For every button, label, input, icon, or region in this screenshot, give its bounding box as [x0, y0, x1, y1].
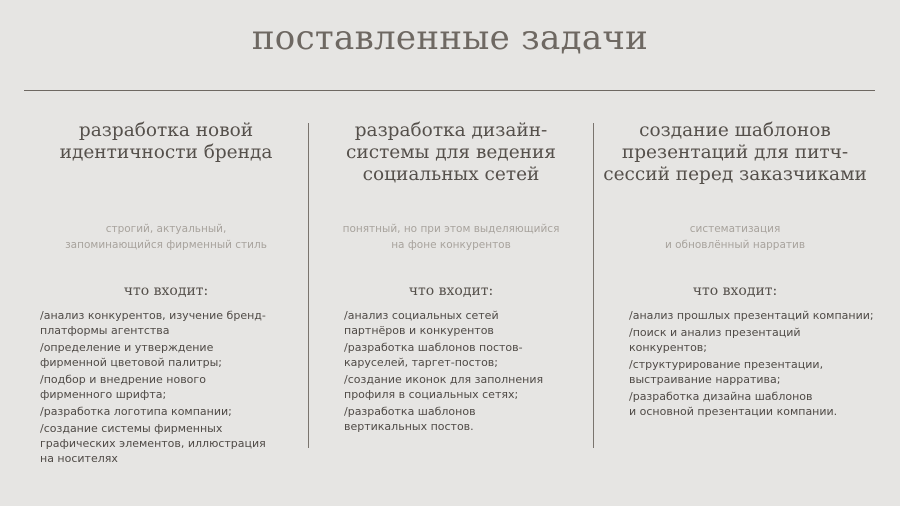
- task-item-line: /анализ прошлых презентаций компании;: [629, 309, 874, 322]
- task-item-line: /разработка шаблонов: [344, 405, 476, 418]
- task-item-line: вертикальных постов.: [344, 420, 474, 433]
- task-item-line: профиля в социальных сетях;: [344, 388, 519, 401]
- task-item: [40, 308, 266, 338]
- column-heading-line: создание шаблонов: [639, 120, 831, 141]
- task-item-line: партнёров и конкурентов: [344, 324, 494, 337]
- task-item-line: графических элементов, иллюстрация: [40, 437, 266, 450]
- task-list: [40, 308, 266, 468]
- column-description-line: на фоне конкурентов: [391, 239, 511, 251]
- column-subheading: что входит:: [123, 283, 209, 299]
- column-heading: [309, 120, 593, 186]
- task-item: [629, 325, 874, 355]
- column-heading-line: социальных сетей: [362, 164, 540, 185]
- task-list: [629, 308, 874, 421]
- column-description-line: строгий, актуальный,: [105, 223, 227, 235]
- task-item-line: на носителях: [40, 452, 118, 465]
- task-item-line: конкурентов;: [629, 341, 707, 354]
- task-item-line: /подбор и внедрение нового: [40, 373, 206, 386]
- task-item: [40, 372, 266, 402]
- task-item-line: /создание системы фирменных: [40, 422, 223, 435]
- column-heading-line: идентичности бренда: [59, 142, 273, 163]
- task-item-line: /поиск и анализ презентаций: [629, 326, 801, 339]
- column-subheading: что входит:: [692, 283, 778, 299]
- column-subheading: что входит:: [408, 283, 494, 299]
- column-heading: [24, 120, 308, 164]
- column-heading-line: разработка новой: [78, 120, 254, 141]
- task-item: [629, 357, 874, 387]
- task-item: [40, 421, 266, 466]
- task-item-line: /разработка дизайна шаблонов: [629, 390, 813, 403]
- task-item: [344, 340, 543, 370]
- task-item-line: /структурирование презентации,: [629, 358, 824, 371]
- task-item-line: /создание иконок для заполнения: [344, 373, 544, 386]
- task-item-line: фирменной цветовой палитры;: [40, 356, 222, 369]
- column-description-line: систематизация: [689, 223, 781, 235]
- task-item: [629, 389, 874, 419]
- column-heading: [594, 120, 876, 186]
- column-heading-line: разработка дизайн-: [354, 120, 548, 141]
- column-heading-line: сессий перед заказчиками: [603, 164, 867, 185]
- column-description-line: запоминающийся фирменный стиль: [65, 239, 267, 251]
- task-item: [629, 308, 874, 323]
- column-description: [594, 221, 876, 253]
- task-item: [344, 404, 543, 434]
- task-item-line: /определение и утверждение: [40, 341, 214, 354]
- task-item-line: /разработка логотипа компании;: [40, 405, 232, 418]
- task-item-line: фирменного шрифта;: [40, 388, 167, 401]
- column-heading-line: системы для ведения: [346, 142, 556, 163]
- task-item: [40, 404, 266, 419]
- column-heading-line: презентаций для питч-: [621, 142, 849, 163]
- task-item-line: выстраивание нарратива;: [629, 373, 781, 386]
- task-item-line: /анализ социальных сетей: [344, 309, 499, 322]
- task-item-line: и основной презентации компании.: [629, 405, 838, 418]
- column-description-line: и обновлённый нарратив: [664, 239, 806, 251]
- task-item-line: /разработка шаблонов постов-: [344, 341, 523, 354]
- task-item-line: платформы агентства: [40, 324, 170, 337]
- page-title: поставленные задачи: [251, 18, 649, 58]
- title-divider: [24, 90, 875, 91]
- task-item: [344, 308, 543, 338]
- task-item-line: /анализ конкурентов, изучение бренд-: [40, 309, 266, 322]
- task-item: [344, 372, 543, 402]
- task-item: [40, 340, 266, 370]
- column-description: [24, 221, 308, 253]
- column-description: [309, 221, 593, 253]
- task-list: [344, 308, 543, 436]
- column-description-line: понятный, но при этом выделяющийся: [342, 223, 560, 235]
- task-item-line: каруселей, таргет-постов;: [344, 356, 498, 369]
